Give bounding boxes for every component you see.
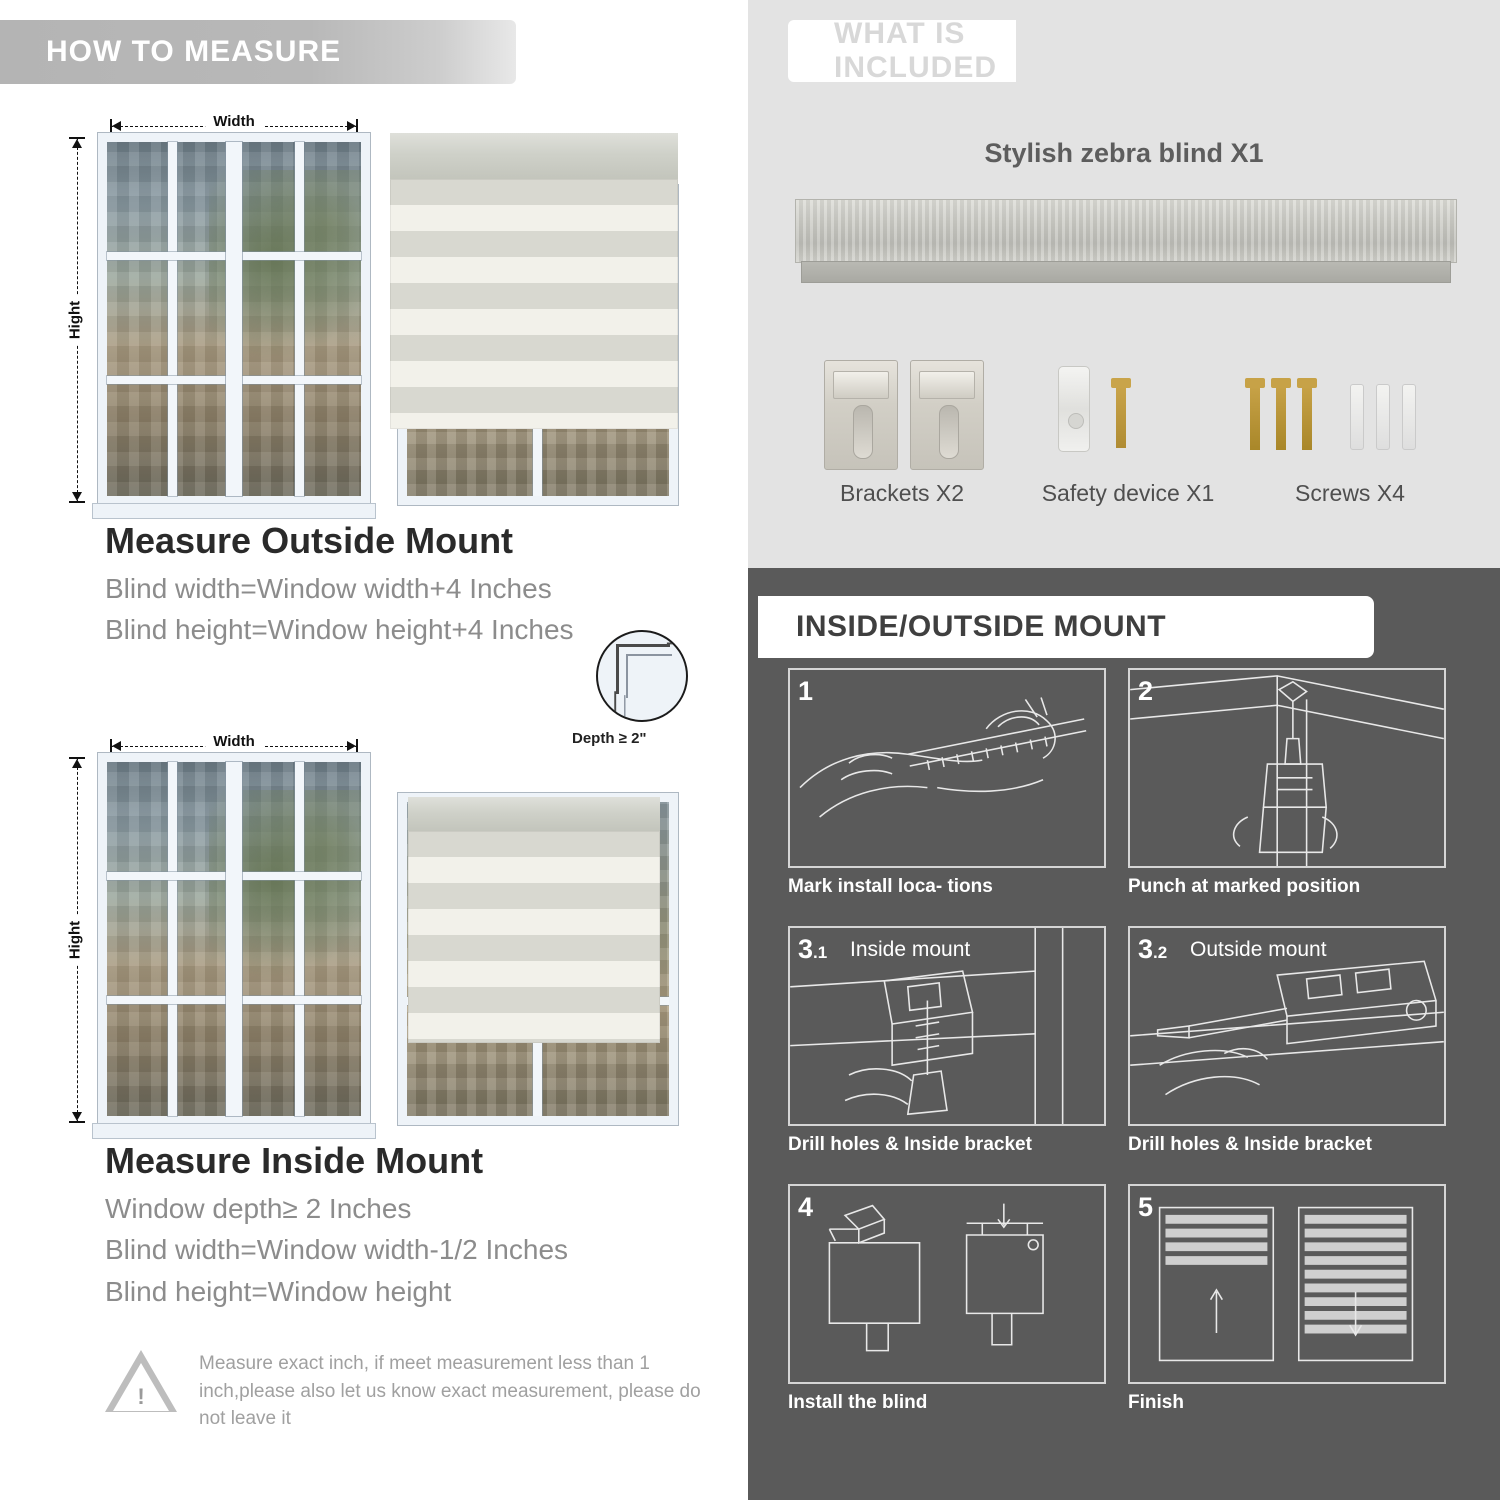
width-arrow-left-icon bbox=[112, 741, 121, 751]
step-5-image bbox=[1128, 1184, 1446, 1384]
step-2-number: 2 bbox=[1138, 676, 1154, 706]
wall-anchor-icon bbox=[1402, 384, 1416, 450]
bare-window-image bbox=[98, 753, 370, 1125]
zebra-blind-product-image bbox=[796, 200, 1456, 292]
step-3-1 bbox=[788, 926, 1128, 1184]
step-3-2-number-main: 3 bbox=[1138, 934, 1154, 964]
screw-icon bbox=[1302, 386, 1312, 450]
bare-window-image bbox=[98, 133, 370, 505]
outside-mount-line-2: Blind height=Window height+4 Inches bbox=[105, 614, 574, 646]
finished-blind-icon bbox=[1130, 1186, 1444, 1382]
inside-mount-line-1: Window depth≥ 2 Inches bbox=[105, 1193, 412, 1224]
step-3-2-caption: Drill holes & Inside bracket bbox=[1128, 1134, 1372, 1155]
mullion-v2 bbox=[295, 142, 304, 496]
headrail-top bbox=[796, 200, 1456, 262]
outside-height-label: Hight bbox=[65, 295, 86, 345]
step-5-number: 5 bbox=[1138, 1192, 1154, 1222]
inside-mount-line-3: Blind height=Window height bbox=[105, 1275, 452, 1307]
width-dim-cap-right bbox=[356, 119, 358, 134]
step-4-number: 4 bbox=[798, 1192, 814, 1222]
bracket-icon bbox=[910, 360, 984, 470]
mullion-v1 bbox=[168, 762, 177, 1116]
what-is-included-banner bbox=[788, 17, 1016, 84]
screw-icon bbox=[1116, 386, 1126, 448]
window-depth-label: Depth ≥ 2" bbox=[572, 730, 647, 747]
step-3-2-inline-title: Outside mount bbox=[1190, 938, 1327, 961]
zebra-edge bbox=[390, 179, 678, 429]
inside-height-label: Hight bbox=[65, 915, 86, 965]
step-3-2-number-sub: .2 bbox=[1153, 943, 1168, 962]
brackets-label: Brackets X2 bbox=[840, 480, 964, 506]
inside-width-label: Width bbox=[205, 733, 263, 750]
blind-headrail bbox=[390, 133, 678, 179]
outside-width-label: Width bbox=[205, 113, 263, 130]
step-3-1-caption: Drill holes & Inside bracket bbox=[788, 1134, 1032, 1155]
drill-icon bbox=[1130, 670, 1444, 866]
inside-mount-heading: Measure Inside Mount bbox=[105, 1140, 484, 1181]
mullion-v1 bbox=[168, 142, 177, 496]
height-arrow-top-icon bbox=[72, 139, 82, 148]
inside-mount-illustration bbox=[0, 725, 748, 1145]
height-arrow-top-icon bbox=[72, 759, 82, 768]
width-arrow-right-icon bbox=[347, 121, 356, 131]
inside-outside-mount-panel bbox=[748, 568, 1500, 1500]
step-3-2-image bbox=[1128, 926, 1446, 1126]
mullion-v2 bbox=[295, 762, 304, 1116]
step-4-image bbox=[788, 1184, 1106, 1384]
inside-outside-mount-banner-label: INSIDE/OUTSIDE MOUNT bbox=[796, 610, 1167, 643]
width-arrow-right-icon bbox=[347, 741, 356, 751]
window-sill bbox=[93, 1124, 375, 1138]
product-title: Stylish zebra blind X1 bbox=[984, 138, 1264, 168]
outside-mount-illustration bbox=[0, 105, 748, 525]
how-to-measure-banner-label: HOW TO MEASURE bbox=[46, 35, 342, 68]
installation-steps bbox=[788, 668, 1468, 1442]
what-is-included-banner-label: WHAT IS INCLUDED bbox=[834, 17, 997, 84]
step-4-caption: Install the blind bbox=[788, 1392, 928, 1413]
screws-label: Screws X4 bbox=[1295, 480, 1405, 506]
step-5-caption: Finish bbox=[1128, 1392, 1184, 1413]
width-dim-cap-right bbox=[356, 739, 358, 754]
how-to-measure-banner bbox=[0, 20, 516, 84]
measurement-note-text: Measure exact inch, if meet measurement less than 1 inch,please also let us know exact measurement, please do not leave it bbox=[199, 1353, 701, 1430]
exclamation-mark: ! bbox=[137, 1384, 145, 1409]
step-3-1-number-sub: .1 bbox=[813, 943, 828, 962]
hand-tape-measure-icon bbox=[790, 670, 1104, 866]
step-2-image bbox=[1128, 668, 1446, 868]
step-3-1-number-main: 3 bbox=[798, 934, 814, 964]
window-center-post bbox=[226, 142, 242, 496]
blind-headrail bbox=[408, 797, 660, 831]
zebra-edge bbox=[408, 831, 660, 1043]
step-1-caption: Mark install loca- tions bbox=[788, 876, 993, 897]
screw-icon bbox=[1276, 386, 1286, 450]
step-3-2 bbox=[1128, 926, 1468, 1184]
step-3-1-number bbox=[798, 934, 827, 965]
step-5 bbox=[1128, 1184, 1468, 1442]
safety-device-label: Safety device X1 bbox=[1041, 480, 1215, 506]
inside-outside-mount-banner bbox=[758, 596, 1374, 658]
inside-mount-text bbox=[0, 1140, 748, 1312]
inside-height-dimension bbox=[68, 757, 86, 1123]
step-4 bbox=[788, 1184, 1128, 1442]
height-arrow-bottom-icon bbox=[72, 1112, 82, 1121]
outside-mount-heading: Measure Outside Mount bbox=[105, 520, 514, 561]
step-2 bbox=[1128, 668, 1468, 926]
height-dim-cap-bottom bbox=[69, 1121, 85, 1123]
how-to-measure-panel bbox=[0, 0, 748, 1500]
height-dim-cap-bottom bbox=[69, 501, 85, 503]
measurement-note bbox=[105, 1350, 705, 1433]
screw-icon bbox=[1250, 386, 1260, 450]
height-arrow-bottom-icon bbox=[72, 492, 82, 501]
wall-anchor-icon bbox=[1376, 384, 1390, 450]
warning-triangle-icon bbox=[105, 1350, 177, 1414]
window-depth-callout bbox=[596, 630, 688, 722]
step-1-number: 1 bbox=[798, 676, 814, 706]
step-3-1-image bbox=[788, 926, 1106, 1126]
step-2-caption: Punch at marked position bbox=[1128, 876, 1361, 897]
window-center-post bbox=[226, 762, 242, 1116]
what-is-included-panel bbox=[748, 0, 1500, 568]
included-parts-row bbox=[788, 350, 1460, 530]
zebra-blind-fabric bbox=[390, 179, 678, 429]
inside-mounted-blind-window-image bbox=[390, 753, 678, 1125]
outside-mount-line-1: Blind width=Window width+4 Inches bbox=[105, 573, 552, 604]
depth-callout-lines bbox=[598, 632, 686, 720]
wall-anchor-icon bbox=[1350, 384, 1364, 450]
step-1 bbox=[788, 668, 1128, 926]
bracket-icon bbox=[824, 360, 898, 470]
step-3-1-inline-title: Inside mount bbox=[850, 938, 971, 961]
width-arrow-left-icon bbox=[112, 121, 121, 131]
safety-device-icon bbox=[1058, 366, 1090, 452]
outside-height-dimension bbox=[68, 137, 86, 503]
inside-mount-line-2: Blind width=Window width-1/2 Inches bbox=[105, 1234, 569, 1266]
install-blind-icon bbox=[790, 1186, 1104, 1382]
window-sill bbox=[93, 504, 375, 518]
step-1-image bbox=[788, 668, 1106, 868]
headrail-grain bbox=[796, 200, 1456, 262]
headrail-bottom bbox=[802, 262, 1450, 282]
step-3-2-number bbox=[1138, 934, 1167, 965]
outside-mounted-blind-window-image bbox=[390, 133, 678, 505]
zebra-blind-fabric bbox=[408, 831, 660, 1043]
